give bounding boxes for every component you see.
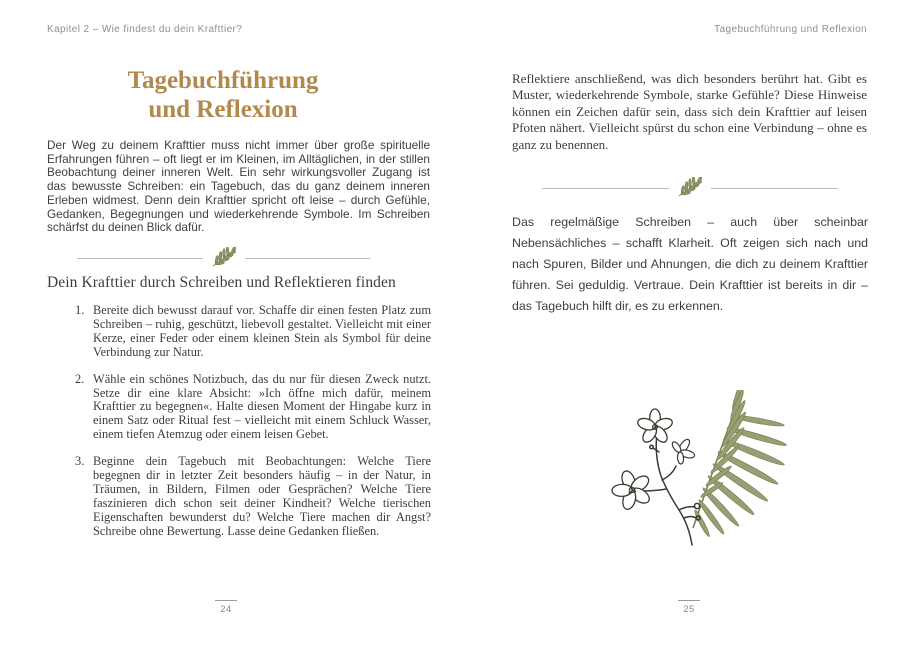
list-item-text: Beginne dein Tagebuch mit Beobachtungen: Welche Tiere begegnen dir in letzter Zeit besonders häufig – in der Natur, in Träumen, in Bildern, Filmen oder Gesprächen? Welche Tiere faszinieren dich schon seit deiner Kindheit? Welche tierischen Eigenschaften bewunderst du? Welche Tiere machen dir Angst? Schreibe ohne Bewertung. Lasse deine Gedanken fließen. bbox=[93, 454, 431, 538]
intro-paragraph: Der Weg zu deinem Krafttier muss nicht immer über große spirituelle Erfahrungen führen – oft liegt er im Kleinen, im Alltäglichen, in der stillen Beobachtung deiner inneren Welt. Ein sehr wirkungsvoller Zugang ist das bewusste Schreiben: ein Tagebuch, das du ganz deinem inneren Erleben widmest. Denn dein Krafttier spricht oft leise – durch Gefühle, Gedanken, Begegnungen und wiederkehrende Symbole. Im Schreiben schärfst du deinen Blick dafür. bbox=[47, 138, 430, 235]
list-item-number: 2. bbox=[75, 371, 85, 386]
page-number-right bbox=[667, 600, 711, 615]
page-number-rule bbox=[678, 600, 700, 601]
list-item bbox=[75, 304, 431, 360]
fern-divider-left bbox=[77, 247, 370, 269]
flower-branch-drawing bbox=[612, 409, 700, 545]
page-title bbox=[47, 66, 399, 124]
page-title-line1: Tagebuchführung bbox=[127, 67, 319, 94]
divider-line bbox=[711, 188, 838, 189]
list-item-number: 1. bbox=[75, 303, 85, 317]
list-item-number: 3. bbox=[75, 454, 85, 469]
list-item-text: Wähle ein schönes Notizbuch, das du nur für diesen Zweck nutzt. Setze dir eine klare Absicht: »Ich öffne mich dafür, meinem Krafttier zu begegnen«. Halte diesen Moment der Hingabe kurz in einem Satz oder Ritual fest – vielleicht mit einem Schluck Wasser, einem tiefen Atemzug oder einem leisen Gebet. bbox=[93, 371, 431, 442]
page-title-line2: und Reflexion bbox=[148, 96, 298, 123]
divider-line bbox=[542, 188, 669, 189]
divider-line bbox=[245, 258, 371, 259]
botanical-illustration bbox=[596, 390, 836, 570]
list-item bbox=[75, 455, 431, 538]
running-head-left: Kapitel 2 – Wie findest du dein Krafttier? bbox=[47, 24, 243, 35]
fern-divider-right bbox=[542, 177, 838, 199]
list-item-text: Bereite dich bewusst darauf vor. Schaffe dir einen festen Platz zum Schreiben – ruhig, geschützt, liebevoll gestaltet. Vielleicht mit einer Kerze, einer Feder oder einem kleinen Stein als Symbol für deine Verbindung zur Natur. bbox=[93, 303, 431, 359]
page-number-left bbox=[204, 600, 248, 615]
closing-paragraph: Das regelmäßige Schreiben – auch über scheinbar Nebensächliches – schafft Klarheit. Oft zeigen sich nach und nach Spuren, Bilder und Ahnungen, die dich zu deinem Krafttier führen. Sei geduldig. Vertraue. Dein Krafttier ist bereits in dir – das Tagebuch hilft dir, es zu erkennen. bbox=[512, 215, 868, 313]
fern-sprig-icon bbox=[675, 177, 705, 199]
page-number-value: 24 bbox=[220, 604, 232, 615]
reflection-paragraph: Reflektiere anschließend, was dich besonders berührt hat. Gibt es Muster, wiederkehrende Symbole, starke Gefühle? Diese Hinweise können ein Zeichen dafür sein, dass sich dein Krafttier auf leisen Pfoten nähert. Vielleicht spürst du schon eine Verbindung – ohne es ganz zu benennen. bbox=[512, 71, 867, 152]
page-number-value: 25 bbox=[683, 604, 695, 615]
section-subheading: Dein Krafttier durch Schreiben und Reflektieren finden bbox=[47, 274, 396, 291]
numbered-list bbox=[75, 304, 431, 552]
divider-line bbox=[77, 258, 203, 259]
running-head-right: Tagebuchführung und Reflexion bbox=[714, 24, 867, 35]
palm-frond-drawing bbox=[693, 390, 787, 538]
fern-sprig-icon bbox=[209, 247, 239, 269]
page-number-rule bbox=[215, 600, 237, 601]
list-item bbox=[75, 373, 431, 443]
